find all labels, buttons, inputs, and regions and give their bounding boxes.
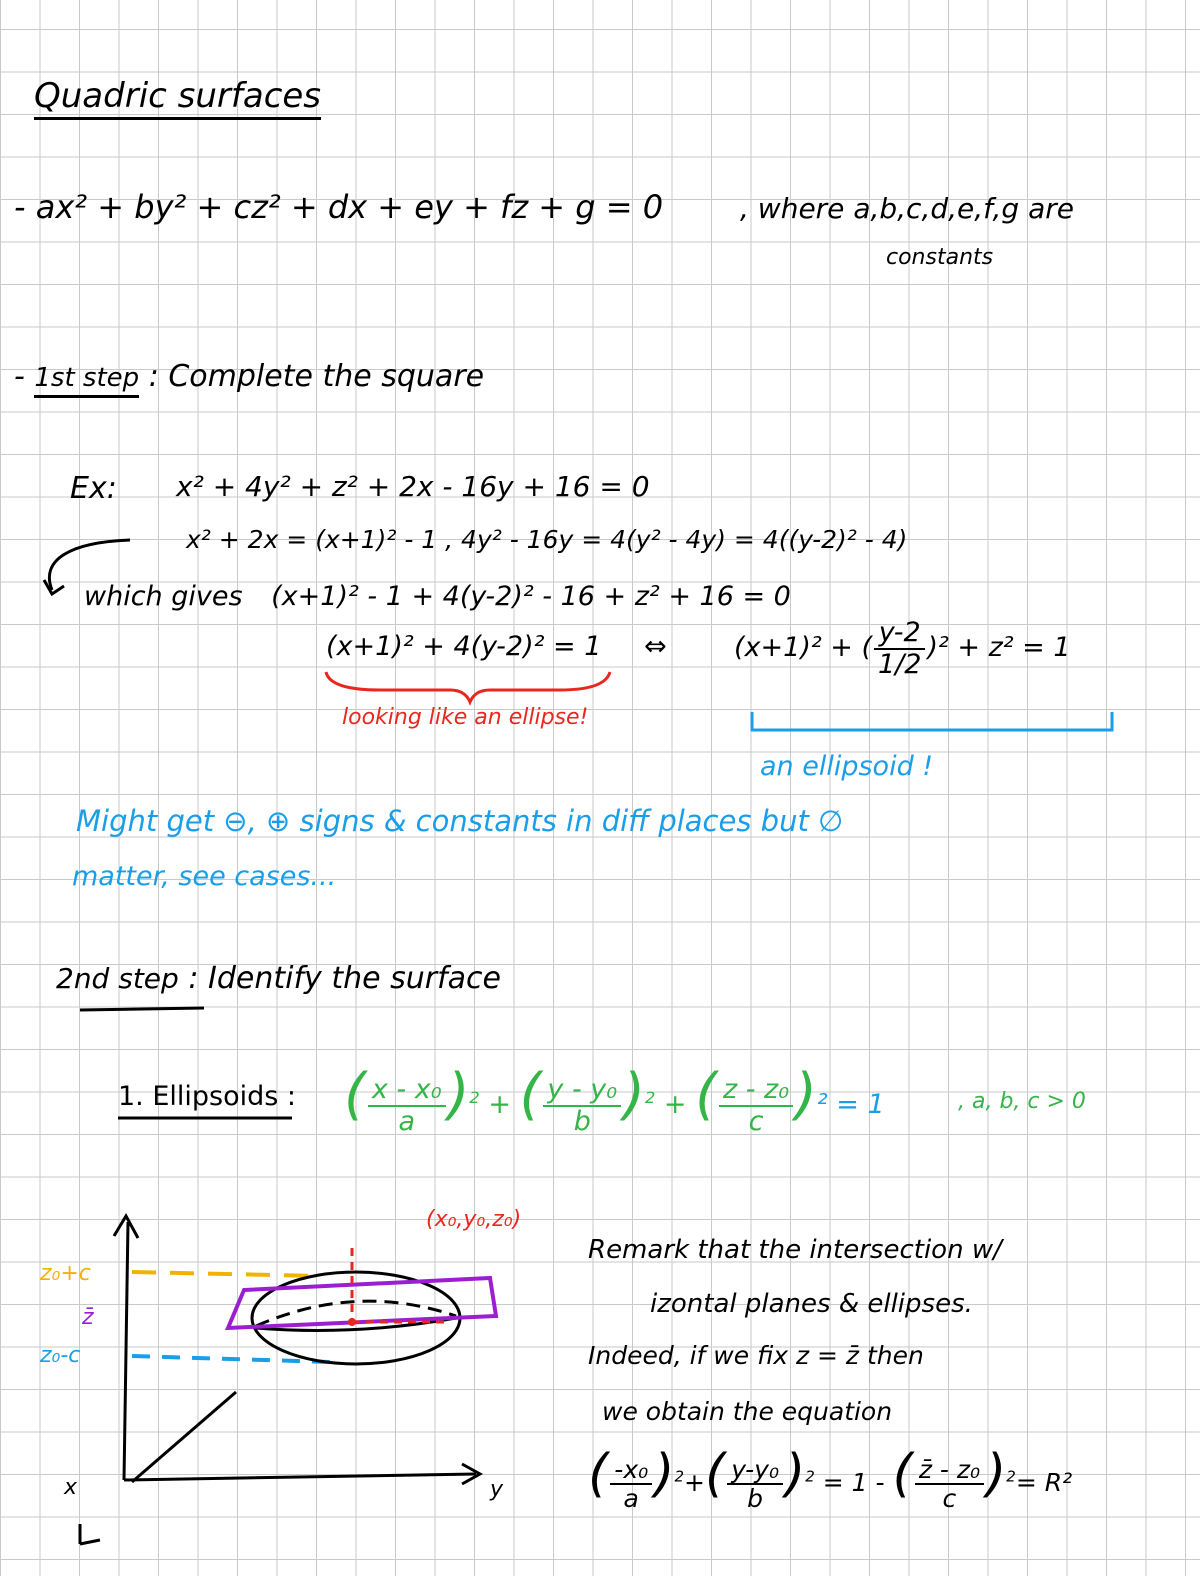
ellipsoids-label: 1. Ellipsoids : (118, 1081, 297, 1112)
y-fraction-num: y-2 (874, 618, 925, 650)
remark-line2: izontal planes & ellipses. (650, 1289, 973, 1319)
y-fraction-den: 1/2 (878, 648, 922, 680)
z-top-label: z₀+c (40, 1261, 91, 1286)
eq-term-z-num: z - z₀ (719, 1075, 793, 1107)
ellipsoid-note: an ellipsoid ! (760, 751, 934, 782)
remark-eq-mid: = 1 - (822, 1468, 885, 1497)
eq-plus-1: + (488, 1089, 511, 1120)
remark-term-y (727, 1456, 783, 1513)
eq-term-x (368, 1075, 446, 1136)
eq-term-x-den: a (398, 1105, 415, 1137)
y-fraction (874, 618, 925, 679)
eq-term-x-num: x - x₀ (368, 1075, 446, 1107)
eq-rhs: ² = 1 (816, 1089, 885, 1120)
step1-label: 1st step (34, 363, 139, 398)
example-prefix: Ex: (70, 471, 117, 506)
note-line2: matter, see cases... (72, 861, 337, 892)
center-label: (x₀,y₀,z₀) (426, 1207, 522, 1232)
remark-term-z (915, 1456, 984, 1513)
line4-right-b: )² + z² = 1 (927, 632, 1071, 664)
eq-term-y (543, 1075, 621, 1136)
eq-term-z (719, 1075, 793, 1136)
general-form-where: , where a,b,c,d,e,f,g are (740, 192, 1074, 225)
remark-term-x-num: -x₀ (610, 1456, 652, 1486)
remark-equation: ( $\frac{\text{-x₀}}{a}$ )$^2$+( $\frac{\text{y-y₀}}{b}$ )$^2$ = 1 - ( $\frac{\text{z̄ - z₀}}{c}$ )$^2$= R² (588, 1444, 1073, 1513)
remark-term-x-den: a (623, 1484, 639, 1513)
remark-term-x (610, 1456, 652, 1513)
remark-term-z-den: c (942, 1484, 957, 1513)
example-equation: x² + 4y² + z² + 2x - 16y + 16 = 0 (176, 470, 650, 503)
axis-y-label: y (490, 1477, 504, 1502)
example-line2: x² + 2x = (x+1)² - 1 , 4y² - 16y = 4(y² - 4y) = 4((y-2)² - 4) (186, 525, 908, 554)
line4-right-a: (x+1)² + ( (734, 632, 872, 664)
ellipse-note: looking like an ellipse! (342, 705, 589, 730)
remark-line4: we obtain the equation (602, 1397, 893, 1426)
note-line1: Might get ⊖, ⊕ signs & constants in diff places but ∅ (76, 804, 844, 838)
step2-heading (56, 962, 501, 995)
remark-line3: Indeed, if we fix z = z̄ then (588, 1341, 924, 1370)
remark-term-z-num: z̄ - z₀ (915, 1456, 984, 1486)
step1-text: : Complete the square (148, 359, 485, 394)
step2-label: 2nd step (56, 962, 179, 995)
eq-term-z-den: c (748, 1105, 764, 1137)
step1-heading: - 1st step : Complete the square (14, 360, 484, 393)
example-line4-right (734, 618, 1071, 679)
eq-plus-2: + (663, 1089, 687, 1120)
general-form-constants: constants (886, 245, 994, 270)
step2-text: : Identify the surface (188, 961, 501, 996)
eq-term-y-num: y - y₀ (543, 1075, 621, 1107)
eq-term-y-den: b (573, 1105, 591, 1137)
gives-label: which gives (84, 581, 243, 612)
remark-eq-end: = R² (1015, 1468, 1073, 1497)
remark-eq-open: ( (588, 1444, 609, 1504)
z-bot-label: z₀-c (40, 1343, 81, 1368)
z-mid-label: z̄ (82, 1305, 94, 1330)
page-title: Quadric surfaces (34, 78, 321, 120)
ellipsoids-condition: , a, b, c > 0 (958, 1089, 1086, 1114)
ellipsoids-equation: ( $\frac{\text{x - x₀}}{a}$ )$^2$ + ( $\frac{\text{y - y₀}}{b}$ )$^2$ + ( $\frac{\text{z - z₀}}{c}$ )² = 1 (344, 1062, 885, 1137)
example-gives (84, 582, 791, 612)
axis-x-label: x (64, 1475, 78, 1500)
remark-term-y-num: y-y₀ (727, 1456, 783, 1486)
general-form-equation: - ax² + by² + cz² + dx + ey + fz + g = 0 (14, 188, 664, 226)
example-line4-left: (x+1)² + 4(y-2)² = 1 (326, 631, 602, 662)
gives-equation: (x+1)² - 1 + 4(y-2)² - 16 + z² + 16 = 0 (271, 581, 791, 612)
remark-term-y-den: b (747, 1484, 764, 1513)
remark-line1: Remark that the intersection w/ (588, 1235, 1002, 1265)
iff-symbol: ⇔ (644, 631, 667, 662)
